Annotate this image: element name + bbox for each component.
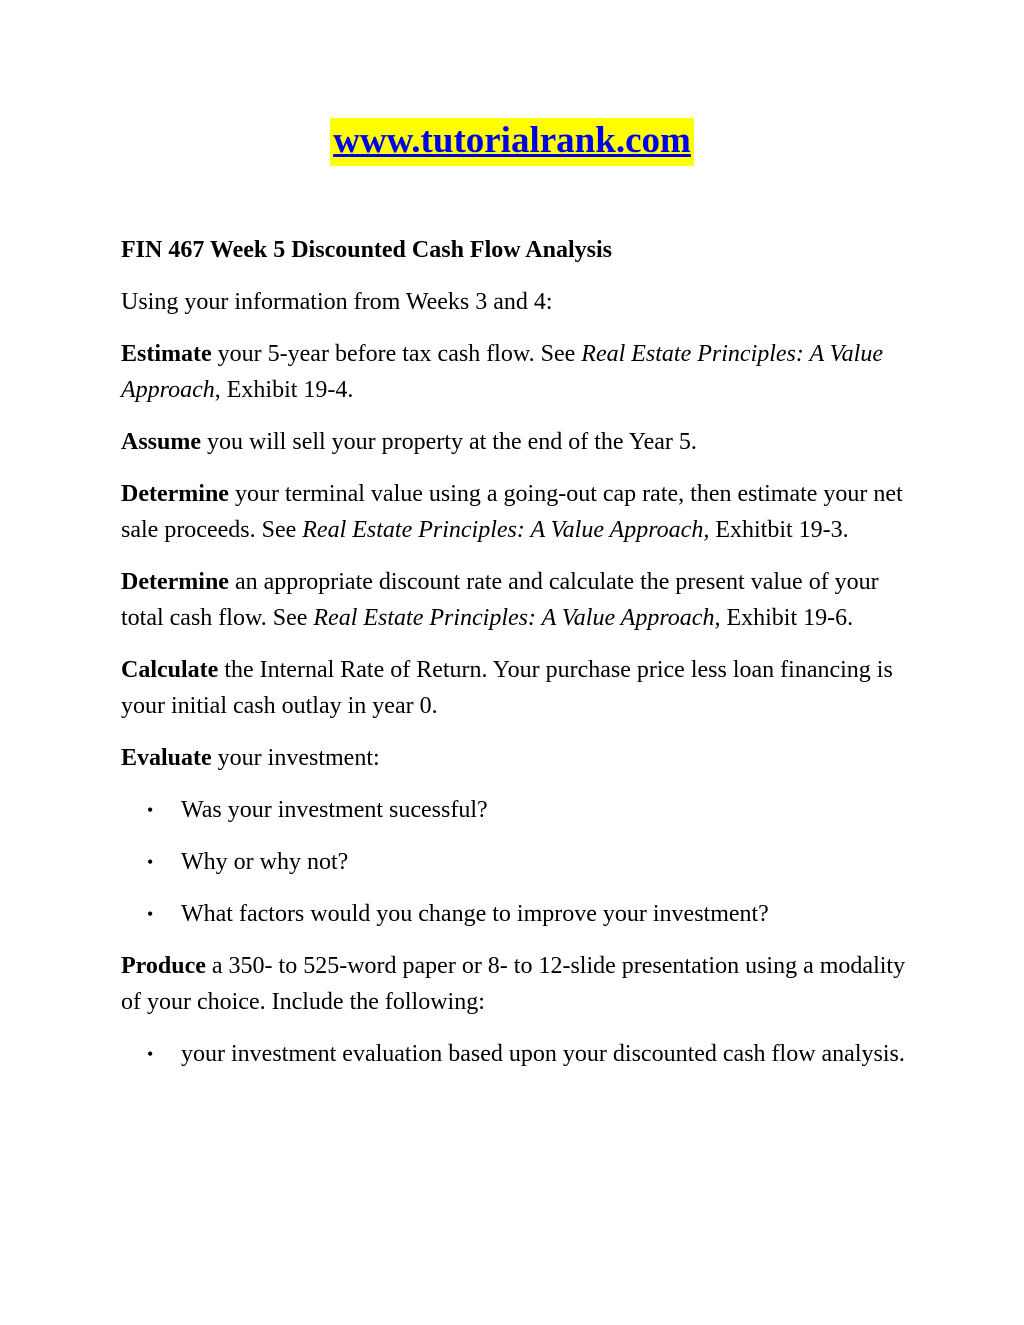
list-item-text: your investment evaluation based upon your discounted cash flow analysis. — [181, 1041, 905, 1067]
document-title: FIN 467 Week 5 Discounted Cash Flow Analysis — [121, 237, 612, 263]
estimate-paragraph — [121, 336, 911, 408]
list-item — [121, 896, 911, 932]
bullet-icon: • — [147, 852, 154, 872]
produce-list — [121, 1036, 911, 1072]
produce-paragraph — [121, 948, 911, 1020]
evaluate-text: your investment: — [211, 745, 380, 771]
list-item — [121, 1036, 911, 1072]
intro-paragraph: Using your information from Weeks 3 and 4: — [121, 289, 553, 315]
determine-discount-verb: Determine — [121, 569, 229, 595]
site-link[interactable]: www.tutorialrank.com — [330, 118, 694, 166]
estimate-verb: Estimate — [121, 341, 212, 367]
assume-paragraph — [121, 424, 911, 460]
estimate-text-after: , Exhibit 19-4. — [214, 377, 354, 403]
site-link-container — [0, 118, 1024, 166]
determine-terminal-text-after: Exhitbit 19-3. — [709, 517, 849, 543]
evaluate-paragraph — [121, 740, 911, 776]
calculate-verb: Calculate — [121, 657, 219, 683]
determine-discount-text-after: , Exhibit 19-6. — [714, 605, 854, 631]
bullet-icon: • — [147, 800, 154, 820]
determine-terminal-verb: Determine — [121, 481, 229, 507]
evaluate-verb: Evaluate — [121, 745, 212, 771]
list-item-text: What factors would you change to improve your investment? — [181, 901, 769, 927]
assume-text: you will sell your property at the end of the Year 5. — [201, 429, 697, 455]
estimate-text-before: your 5-year before tax cash flow. See — [211, 341, 582, 367]
produce-text: a 350- to 525-word paper or 8- to 12-slide presentation using a modality of your choice. Include the following: — [121, 953, 906, 1015]
calculate-text: the Internal Rate of Return. Your purchase price less loan financing is your initial cash outlay in year 0. — [121, 657, 893, 719]
produce-verb: Produce — [121, 953, 206, 979]
determine-discount-paragraph — [121, 564, 911, 636]
list-item-text: Why or why not? — [181, 849, 349, 875]
determine-discount-book-title: Real Estate Principles: A Value Approach — [313, 605, 715, 631]
evaluate-list — [121, 792, 911, 932]
list-item — [121, 792, 911, 828]
document-body — [121, 232, 911, 1088]
assume-verb: Assume — [121, 429, 202, 455]
determine-terminal-text-before: your terminal value using a going-out cap rate, then estimate your net sale proceeds. See — [121, 481, 903, 543]
bullet-icon: • — [147, 904, 154, 924]
calculate-paragraph — [121, 652, 911, 724]
determine-terminal-paragraph — [121, 476, 911, 548]
list-item — [121, 844, 911, 880]
determine-terminal-book-title: Real Estate Principles: A Value Approach, — [302, 517, 710, 543]
bullet-icon: • — [147, 1044, 154, 1064]
list-item-text: Was your investment sucessful? — [181, 797, 488, 823]
determine-discount-text-before: an appropriate discount rate and calculate the present value of your total cash flow. See — [121, 569, 879, 631]
estimate-book-title: Real Estate Principles: A Value Approach — [121, 341, 884, 403]
